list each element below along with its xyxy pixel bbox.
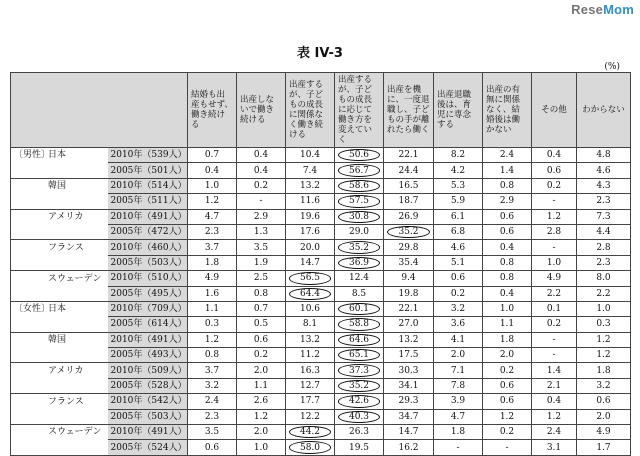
value-cell: 0.8: [483, 178, 532, 193]
year-cell: 2005年（493人）: [108, 348, 188, 363]
value-cell: 1.1: [188, 301, 237, 316]
value-cell: 0.2: [483, 363, 532, 378]
highlighted-value-cell: 64.6: [335, 332, 384, 347]
year-cell: 2005年（503人）: [108, 255, 188, 270]
value-cell: 2.3: [188, 409, 237, 424]
value-cell: 1.2: [237, 409, 286, 424]
col-header: 出産の有無に関係なく、結婚後は働かない: [483, 73, 532, 148]
country-label: フランス: [48, 242, 84, 253]
country-label: フランス: [48, 396, 84, 407]
value-cell: -: [532, 240, 577, 255]
value-cell: 3.5: [188, 425, 237, 440]
value-cell: 0.4: [483, 240, 532, 255]
value-cell: 16.3: [286, 363, 335, 378]
value-cell: 0.3: [577, 317, 631, 332]
value-cell: 1.8: [188, 255, 237, 270]
value-cell: 29.8: [384, 240, 434, 255]
highlighted-value-cell: 50.6: [335, 148, 384, 163]
value-cell: 0.6: [532, 163, 577, 178]
value-cell: 0.2: [237, 348, 286, 363]
value-cell: 3.6: [434, 317, 483, 332]
year-cell: 2005年（501人）: [108, 163, 188, 178]
year-cell: 2005年（524人）: [108, 440, 188, 455]
year-cell: 2010年（491人）: [108, 332, 188, 347]
value-cell: 14.7: [286, 255, 335, 270]
year-cell: 2010年（510人）: [108, 271, 188, 286]
value-cell: 0.4: [237, 163, 286, 178]
value-cell: 14.7: [384, 425, 434, 440]
value-cell: 2.4: [188, 394, 237, 409]
value-cell: -: [237, 194, 286, 209]
country-label: 韓国: [48, 335, 67, 346]
value-cell: 0.5: [237, 317, 286, 332]
year-cell: 2010年（491人）: [108, 425, 188, 440]
year-cell: 2005年（495人）: [108, 286, 188, 301]
value-cell: 17.7: [286, 394, 335, 409]
highlighted-value-cell: 35.2: [384, 224, 434, 239]
value-cell: 0.7: [188, 148, 237, 163]
year-cell: 2005年（472人）: [108, 224, 188, 239]
value-cell: 4.8: [577, 148, 631, 163]
value-cell: 1.2: [188, 332, 237, 347]
value-cell: 34.1: [384, 378, 434, 393]
year-cell: 2010年（514人）: [108, 178, 188, 193]
group-label: [11, 317, 108, 332]
value-cell: 0.3: [188, 317, 237, 332]
value-cell: 1.8: [483, 332, 532, 347]
value-cell: 0.6: [483, 224, 532, 239]
value-cell: 3.1: [532, 440, 577, 455]
value-cell: 0.6: [188, 440, 237, 455]
value-cell: 4.2: [434, 163, 483, 178]
group-label: [11, 286, 108, 301]
value-cell: 1.3: [237, 224, 286, 239]
value-cell: 13.2: [384, 332, 434, 347]
value-cell: 10.6: [286, 301, 335, 316]
group-label: [11, 348, 108, 363]
value-cell: 2.0: [483, 348, 532, 363]
table-row: [11, 163, 631, 178]
value-cell: 2.3: [188, 224, 237, 239]
value-cell: 2.5: [237, 271, 286, 286]
value-cell: 1.1: [483, 317, 532, 332]
gender-label: 〔女性〕: [14, 304, 51, 315]
value-cell: 7.3: [577, 209, 631, 224]
resemom-logo: ReseMom: [571, 2, 634, 17]
value-cell: 2.8: [532, 224, 577, 239]
value-cell: 34.7: [384, 409, 434, 424]
value-cell: -: [532, 194, 577, 209]
value-cell: 0.8: [483, 255, 532, 270]
value-cell: 2.4: [532, 425, 577, 440]
country-label: スウェーデン: [48, 427, 102, 438]
highlighted-value-cell: 42.6: [335, 394, 384, 409]
table-row: [11, 178, 631, 193]
value-cell: 1.2: [577, 332, 631, 347]
year-cell: 2010年（709人）: [108, 301, 188, 316]
group-label: [11, 178, 108, 193]
value-cell: 0.8: [483, 271, 532, 286]
value-cell: 2.2: [577, 286, 631, 301]
value-cell: 0.4: [483, 286, 532, 301]
value-cell: 2.0: [434, 348, 483, 363]
highlighted-value-cell: 56.5: [286, 271, 335, 286]
value-cell: 4.1: [434, 332, 483, 347]
group-label: [11, 163, 108, 178]
value-cell: 1.2: [532, 209, 577, 224]
value-cell: 0.4: [188, 163, 237, 178]
value-cell: 11.2: [286, 348, 335, 363]
value-cell: 0.2: [483, 425, 532, 440]
highlighted-value-cell: 56.7: [335, 163, 384, 178]
highlighted-value-cell: 35.2: [335, 378, 384, 393]
group-label: [11, 363, 108, 378]
value-cell: 8.1: [286, 317, 335, 332]
value-cell: 2.6: [237, 394, 286, 409]
group-label: [11, 224, 108, 239]
highlighted-value-cell: 40.3: [335, 409, 384, 424]
highlighted-value-cell: 58.6: [335, 178, 384, 193]
highlighted-value-cell: 58.8: [335, 317, 384, 332]
value-cell: 3.7: [188, 240, 237, 255]
value-cell: 1.8: [434, 425, 483, 440]
value-cell: 2.9: [483, 194, 532, 209]
table-row: [11, 317, 631, 332]
group-label: [11, 209, 108, 224]
table-row: [11, 378, 631, 393]
value-cell: 1.1: [237, 378, 286, 393]
group-label: [11, 332, 108, 347]
table-row: [11, 348, 631, 363]
table-row: [11, 240, 631, 255]
value-cell: 19.8: [384, 286, 434, 301]
value-cell: 2.3: [577, 194, 631, 209]
highlighted-value-cell: 35.2: [335, 240, 384, 255]
year-cell: 2010年（491人）: [108, 209, 188, 224]
value-cell: 6.1: [434, 209, 483, 224]
group-label: [11, 255, 108, 270]
value-cell: 0.6: [483, 209, 532, 224]
value-cell: 0.4: [532, 148, 577, 163]
country-label: 韓国: [48, 181, 67, 192]
value-cell: 5.1: [434, 255, 483, 270]
value-cell: -: [483, 440, 532, 455]
table-row: [11, 194, 631, 209]
value-cell: -: [532, 332, 577, 347]
country-label: アメリカ: [48, 365, 84, 376]
value-cell: 12.7: [286, 378, 335, 393]
highlighted-value-cell: 44.2: [286, 425, 335, 440]
value-cell: 3.2: [577, 378, 631, 393]
value-cell: 5.9: [434, 194, 483, 209]
highlighted-value-cell: 57.5: [335, 194, 384, 209]
col-header: 出産するが、子どもの成長に応じて働き方を変えていく: [335, 73, 384, 148]
table-row: [11, 209, 631, 224]
value-cell: 2.9: [237, 209, 286, 224]
unit-label: (%): [604, 62, 620, 72]
value-cell: 1.2: [483, 409, 532, 424]
group-label: [11, 394, 108, 409]
value-cell: 10.4: [286, 148, 335, 163]
value-cell: 0.8: [237, 286, 286, 301]
value-cell: 2.3: [577, 255, 631, 270]
value-cell: 1.7: [577, 440, 631, 455]
year-cell: 2010年（460人）: [108, 240, 188, 255]
year-cell: 2005年（614人）: [108, 317, 188, 332]
group-label: [11, 271, 108, 286]
value-cell: 1.4: [483, 163, 532, 178]
value-cell: 8.5: [335, 286, 384, 301]
value-cell: 1.9: [237, 255, 286, 270]
value-cell: 2.0: [237, 425, 286, 440]
col-header: 出産するが、子どもの成長に関係なく働き続ける: [286, 73, 335, 148]
value-cell: 6.8: [434, 224, 483, 239]
value-cell: 3.2: [188, 378, 237, 393]
value-cell: 4.7: [434, 409, 483, 424]
value-cell: 1.0: [532, 255, 577, 270]
value-cell: 3.9: [434, 394, 483, 409]
value-cell: 24.4: [384, 163, 434, 178]
value-cell: 17.5: [384, 348, 434, 363]
year-cell: 2005年（511人）: [108, 194, 188, 209]
highlighted-value-cell: 37.3: [335, 363, 384, 378]
highlighted-value-cell: 60.1: [335, 301, 384, 316]
value-cell: 0.2: [434, 286, 483, 301]
value-cell: 22.1: [384, 301, 434, 316]
highlighted-value-cell: 58.0: [286, 440, 335, 455]
value-cell: 26.9: [384, 209, 434, 224]
value-cell: 0.6: [237, 332, 286, 347]
value-cell: 0.6: [577, 394, 631, 409]
group-label: [11, 440, 108, 455]
header-row: [11, 73, 631, 148]
col-header: 結婚も出産もせず、働き続ける: [188, 73, 237, 148]
value-cell: 1.6: [188, 286, 237, 301]
value-cell: 11.6: [286, 194, 335, 209]
col-header: 出産退職後は、育児に専念する: [434, 73, 483, 148]
highlighted-value-cell: 65.1: [335, 348, 384, 363]
table-row: [11, 255, 631, 270]
value-cell: 1.4: [532, 363, 577, 378]
year-cell: 2010年（542人）: [108, 394, 188, 409]
value-cell: 7.4: [286, 163, 335, 178]
table-row: [11, 394, 631, 409]
value-cell: 1.0: [237, 440, 286, 455]
col-header: 出産しないで働き続ける: [237, 73, 286, 148]
value-cell: 1.8: [577, 363, 631, 378]
value-cell: 29.0: [335, 224, 384, 239]
value-cell: 8.2: [434, 148, 483, 163]
table-row: [11, 440, 631, 455]
value-cell: 4.9: [577, 425, 631, 440]
value-cell: 12.4: [335, 271, 384, 286]
value-cell: 0.6: [434, 271, 483, 286]
group-label: [11, 409, 108, 424]
value-cell: 1.0: [577, 301, 631, 316]
value-cell: 20.0: [286, 240, 335, 255]
value-cell: 4.4: [577, 224, 631, 239]
value-cell: 4.7: [188, 209, 237, 224]
value-cell: 2.0: [577, 409, 631, 424]
value-cell: 22.1: [384, 148, 434, 163]
group-label: [11, 194, 108, 209]
value-cell: 7.1: [434, 363, 483, 378]
value-cell: 0.1: [532, 301, 577, 316]
table-row: [11, 271, 631, 286]
value-cell: 30.3: [384, 363, 434, 378]
value-cell: 13.2: [286, 332, 335, 347]
gender-label: 〔男性〕: [14, 150, 51, 161]
value-cell: 4.6: [577, 163, 631, 178]
value-cell: 12.2: [286, 409, 335, 424]
value-cell: -: [434, 440, 483, 455]
value-cell: 13.2: [286, 178, 335, 193]
value-cell: 19.5: [335, 440, 384, 455]
year-cell: 2005年（503人）: [108, 409, 188, 424]
value-cell: 8.0: [577, 271, 631, 286]
value-cell: 0.6: [483, 394, 532, 409]
value-cell: 3.7: [188, 363, 237, 378]
value-cell: 35.4: [384, 255, 434, 270]
value-cell: 0.2: [532, 178, 577, 193]
value-cell: 0.4: [237, 148, 286, 163]
country-label: スウェーデン: [48, 273, 102, 284]
value-cell: 16.5: [384, 178, 434, 193]
value-cell: 2.1: [532, 378, 577, 393]
table-title: 表 IV-3: [297, 46, 343, 61]
value-cell: 7.8: [434, 378, 483, 393]
value-cell: 2.4: [483, 148, 532, 163]
value-cell: 1.2: [532, 409, 577, 424]
highlighted-value-cell: 64.4: [286, 286, 335, 301]
value-cell: 1.0: [188, 178, 237, 193]
value-cell: 4.3: [577, 178, 631, 193]
highlighted-value-cell: 36.9: [335, 255, 384, 270]
value-cell: 9.4: [384, 271, 434, 286]
value-cell: 2.2: [532, 286, 577, 301]
group-label: [11, 301, 108, 316]
country-label: 日本: [48, 150, 67, 161]
value-cell: 5.3: [434, 178, 483, 193]
value-cell: 0.7: [237, 301, 286, 316]
value-cell: -: [532, 348, 577, 363]
value-cell: 18.7: [384, 194, 434, 209]
table-row: [11, 363, 631, 378]
col-header: その他: [532, 73, 577, 148]
country-label: 日本: [48, 304, 67, 315]
table-row: [11, 286, 631, 301]
highlighted-value-cell: 30.8: [335, 209, 384, 224]
year-cell: 2005年（528人）: [108, 378, 188, 393]
value-cell: 1.2: [577, 348, 631, 363]
value-cell: 2.8: [577, 240, 631, 255]
table-row: [11, 332, 631, 347]
value-cell: 1.2: [188, 194, 237, 209]
value-cell: 3.2: [434, 301, 483, 316]
year-cell: 2010年（539人）: [108, 148, 188, 163]
value-cell: 19.6: [286, 209, 335, 224]
survey-table: [10, 72, 631, 456]
year-cell: 2010年（509人）: [108, 363, 188, 378]
table-row: [11, 224, 631, 239]
group-label: [11, 148, 108, 163]
value-cell: 4.9: [532, 271, 577, 286]
table-row: [11, 409, 631, 424]
table-row: [11, 148, 631, 163]
header-blank: [11, 73, 188, 148]
col-header: わからない: [577, 73, 631, 148]
value-cell: 4.9: [188, 271, 237, 286]
table-row: [11, 425, 631, 440]
col-header: 出産を機に、一度退職し、子どもの手が離れたら働く: [384, 73, 434, 148]
value-cell: 17.6: [286, 224, 335, 239]
value-cell: 0.2: [237, 178, 286, 193]
value-cell: 3.5: [237, 240, 286, 255]
value-cell: 16.2: [384, 440, 434, 455]
value-cell: 27.0: [384, 317, 434, 332]
value-cell: 4.6: [434, 240, 483, 255]
table-row: [11, 301, 631, 316]
value-cell: 26.3: [335, 425, 384, 440]
group-label: [11, 425, 108, 440]
value-cell: 29.3: [384, 394, 434, 409]
value-cell: 0.2: [532, 317, 577, 332]
group-label: [11, 240, 108, 255]
value-cell: 2.0: [237, 363, 286, 378]
value-cell: 1.0: [483, 301, 532, 316]
value-cell: 0.8: [188, 348, 237, 363]
value-cell: 0.4: [532, 394, 577, 409]
country-label: アメリカ: [48, 212, 84, 222]
group-label: [11, 378, 108, 393]
table-body: [11, 148, 631, 456]
value-cell: 0.6: [483, 378, 532, 393]
